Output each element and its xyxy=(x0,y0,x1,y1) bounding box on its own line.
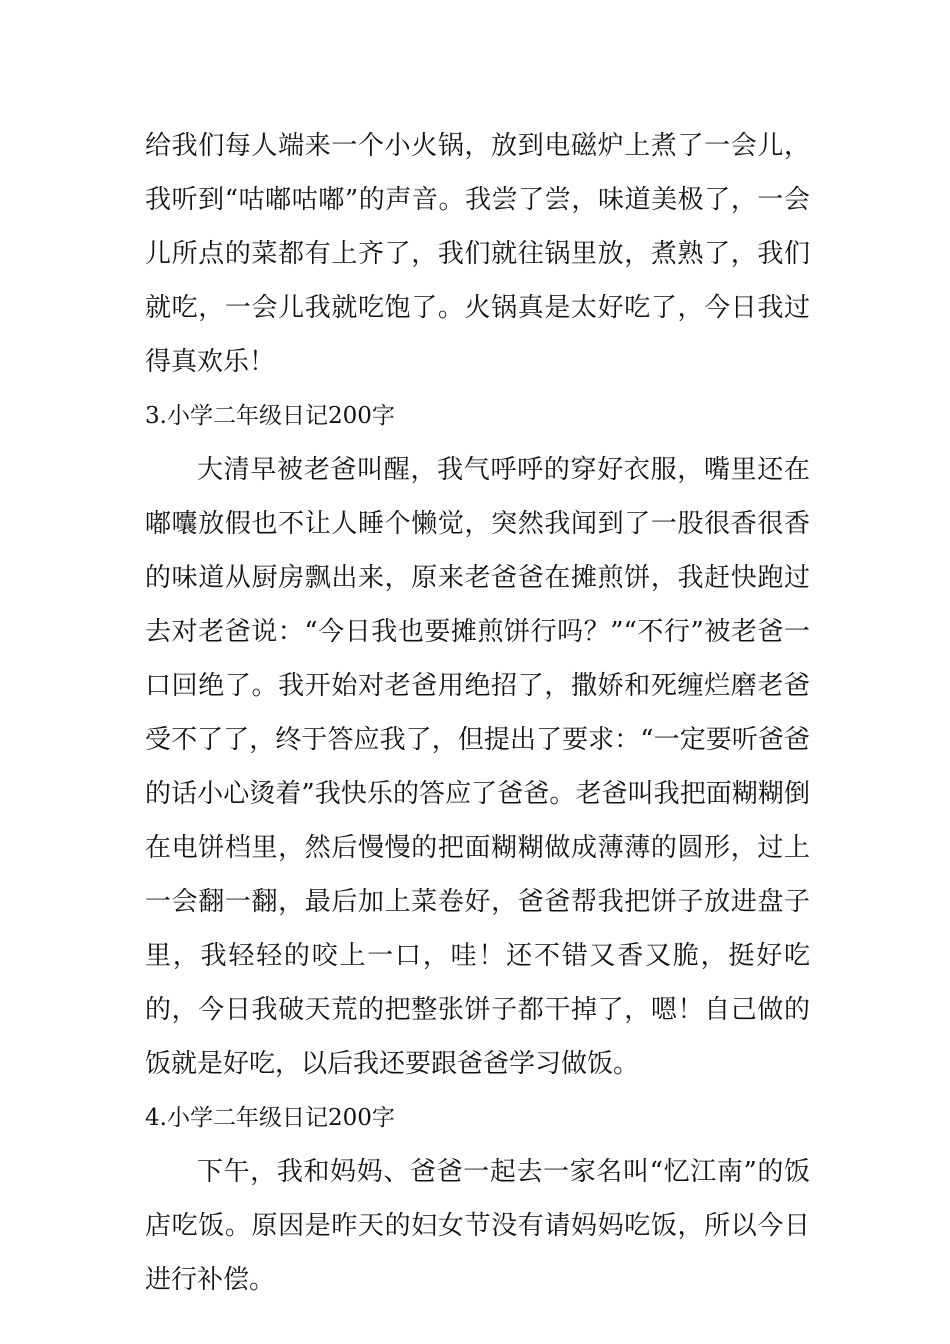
paragraph-restaurant: 下午，我和妈妈、爸爸一起去一家名叫“忆江南”的饭店吃饭。原因是昨天的妇女节没有请妈妈吃饭，所以今日进行补偿。 xyxy=(145,1157,810,1295)
paragraph-hotpot-ending: 给我们每人端来一个小火锅，放到电磁炉上煮了一会儿，我听到“咕嘟咕嘟”的声音。我尝了尝，味道美极了，一会儿所点的菜都有上齐了，我们就往锅里放，煮熟了，我们就吃，一会儿我就吃饱了。火锅真是太好吃了，今日我过得真欢乐！ xyxy=(145,131,810,377)
paragraph-pancake: 大清早被老爸叫醒，我气呼呼的穿好衣服，嘴里还在嘟囔放假也不让人睡个懒觉，突然我闻到了一股很香很香的味道从厨房飘出来，原来老爸爸在摊煎饼，我赶快跑过去对老爸说：“今日我也要摊煎饼行吗？”“不行”被老爸一口回绝了。我开始对老爸用绝招了，撒娇和死缠烂磨老爸受不了了，终于答应我了，但提出了要求：“一定要听爸爸的话小心烫着”我快乐的答应了爸爸。老爸叫我把面糊糊倒在电饼档里，然后慢慢的把面糊糊做成薄薄的圆形，过上一会翻一翻，最后加上菜卷好，爸爸帮我把饼子放进盘子里，我轻轻的咬上一口，哇！还不错又香又脆，挺好吃的，今日我破天荒的把整张饼子都干掉了，嗯！自己做的饭就是好吃，以后我还要跟爸爸学习做饭。 xyxy=(145,455,810,1079)
document-page xyxy=(145,119,810,1307)
diary-heading-3: 3.小学二年级日记200字 xyxy=(145,403,395,429)
diary-heading-4: 4.小学二年级日记200字 xyxy=(145,1105,395,1131)
